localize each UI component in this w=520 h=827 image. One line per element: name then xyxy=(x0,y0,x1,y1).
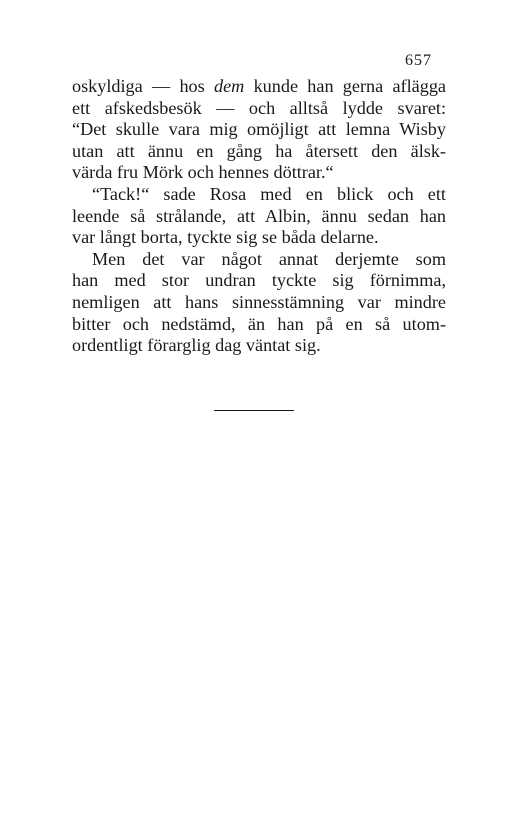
body-text xyxy=(72,76,446,357)
emphasis-word: dem xyxy=(213,76,245,96)
text-segment: oskyldiga — hos xyxy=(72,76,214,96)
paragraph-2 xyxy=(72,184,446,249)
text-line: Men det var något annat derjemte som xyxy=(92,248,446,269)
text-line: utan att ännu en gång ha återsett den älsk- xyxy=(72,140,446,161)
text-line: värda fru Mörk och hennes döttrar.“ xyxy=(72,162,334,183)
paragraph-1 xyxy=(72,76,446,184)
text-line: ordentligt förarglig dag väntat sig. xyxy=(72,335,321,356)
text-line: leende så strålande, att Albin, ännu sedan han xyxy=(72,205,446,226)
text-line: “Tack!“ sade Rosa med en blick och ett xyxy=(92,183,446,204)
paragraph-3 xyxy=(72,249,446,357)
text-line: nemligen att hans sinnesstämning var mindre xyxy=(72,291,446,312)
text-line xyxy=(72,76,446,98)
text-line: han med stor undran tyckte sig förnimma, xyxy=(72,270,446,291)
section-divider xyxy=(214,410,294,411)
text-segment: kunde han gerna aflägga xyxy=(244,76,446,96)
text-line: ett afskedsbesök — och alltså lydde svaret: xyxy=(72,97,446,118)
text-line: “Det skulle vara mig omöjligt att lemna Wisby xyxy=(72,119,446,140)
text-line: var långt borta, tyckte sig se båda delarne. xyxy=(72,227,379,248)
page-number: 657 xyxy=(405,52,432,69)
text-line: bitter och nedstämd, än han på en så utom- xyxy=(72,313,446,334)
